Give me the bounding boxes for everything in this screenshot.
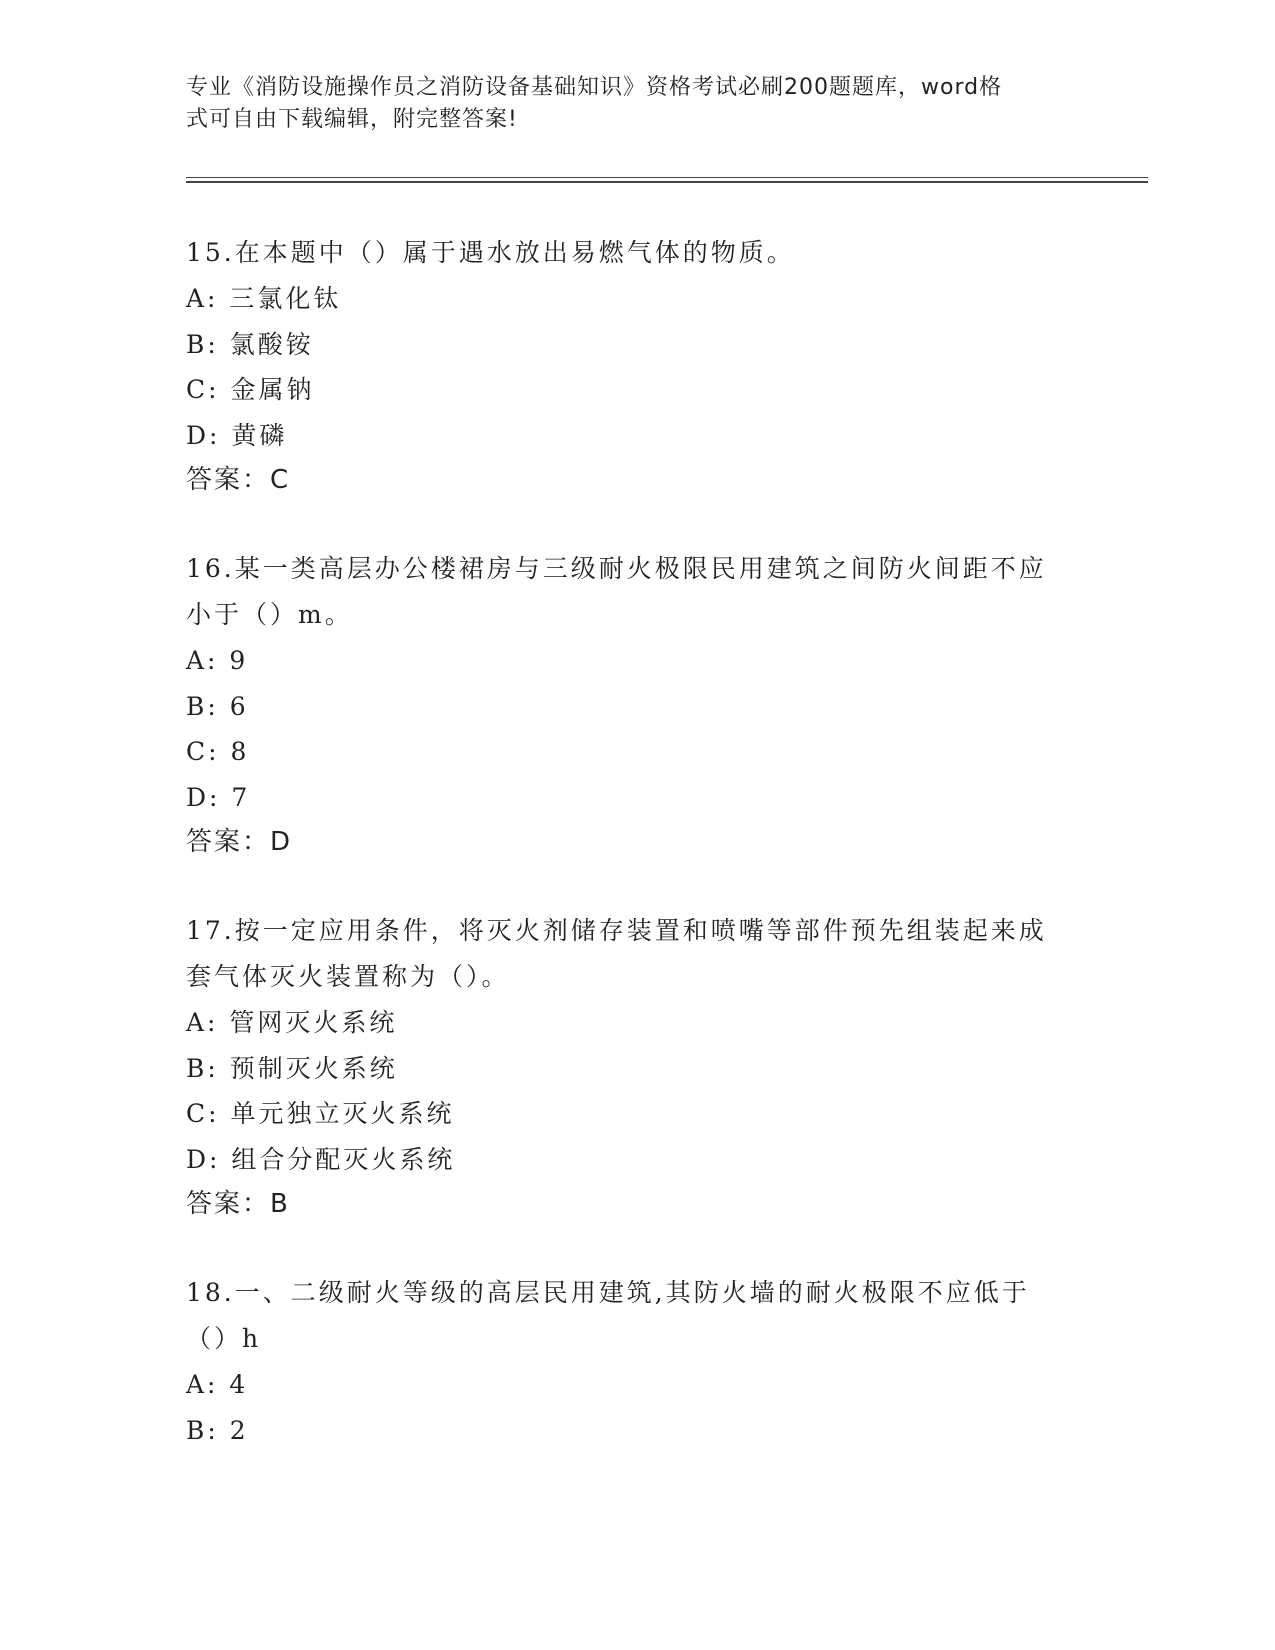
- option-c: C: 单元独立灭火系统: [186, 1099, 455, 1128]
- question-text-line-1: 17.按一定应用条件，将灭火剂储存装置和喷嘴等部件预先组装起来成: [186, 916, 1047, 945]
- option-b: B: 预制灭火系统: [186, 1053, 398, 1083]
- option-d: D: 组合分配灭火系统: [186, 1144, 456, 1174]
- question-text-line-2: 小于（）m。: [186, 600, 353, 629]
- option-c: C: 金属钠: [186, 375, 315, 404]
- question-text-line-1: 16.某一类高层办公楼裙房与三级耐火极限民用建筑之间防火间距不应: [186, 554, 1047, 583]
- option-a: A: 管网灭火系统: [186, 1008, 398, 1037]
- header-divider-thick: [186, 181, 1148, 183]
- header-line-2: 式可自由下载编辑，附完整答案!: [186, 107, 518, 132]
- answer-label: 答案：C: [186, 465, 291, 495]
- option-b: B: 6: [186, 691, 249, 721]
- header-line-1: 专业《消防设施操作员之消防设备基础知识》资格考试必刷200题题库，word格: [186, 75, 1003, 100]
- option-a: A: 9: [186, 646, 249, 675]
- question-text-line-1: 18.一、二级耐火等级的高层民用建筑,其防火墙的耐火极限不应低于: [186, 1278, 1030, 1307]
- answer-label: 答案：B: [186, 1189, 290, 1219]
- question-15: [186, 230, 1086, 503]
- option-c: C: 8: [186, 737, 250, 766]
- question-text-line-2: （）h: [186, 1324, 262, 1353]
- option-b: B: 氯酸铵: [186, 329, 314, 359]
- option-d: D: 7: [186, 782, 251, 812]
- option-a: A: 三氯化钛: [186, 284, 342, 313]
- answer-label: 答案：D: [186, 827, 293, 857]
- option-a: A: 4: [186, 1370, 249, 1399]
- option-d: D: 黄磷: [186, 420, 288, 450]
- document-header: [186, 72, 1066, 136]
- question-list: [186, 230, 1086, 1496]
- question-17: [186, 908, 1086, 1227]
- header-divider-thin: [186, 177, 1148, 178]
- question-text: 15.在本题中（）属于遇水放出易燃气体的物质。: [186, 238, 795, 267]
- question-18: [186, 1270, 1086, 1453]
- question-16: [186, 546, 1086, 865]
- question-text-line-2: 套气体灭火装置称为（）。: [186, 962, 510, 991]
- option-b: B: 2: [186, 1415, 249, 1445]
